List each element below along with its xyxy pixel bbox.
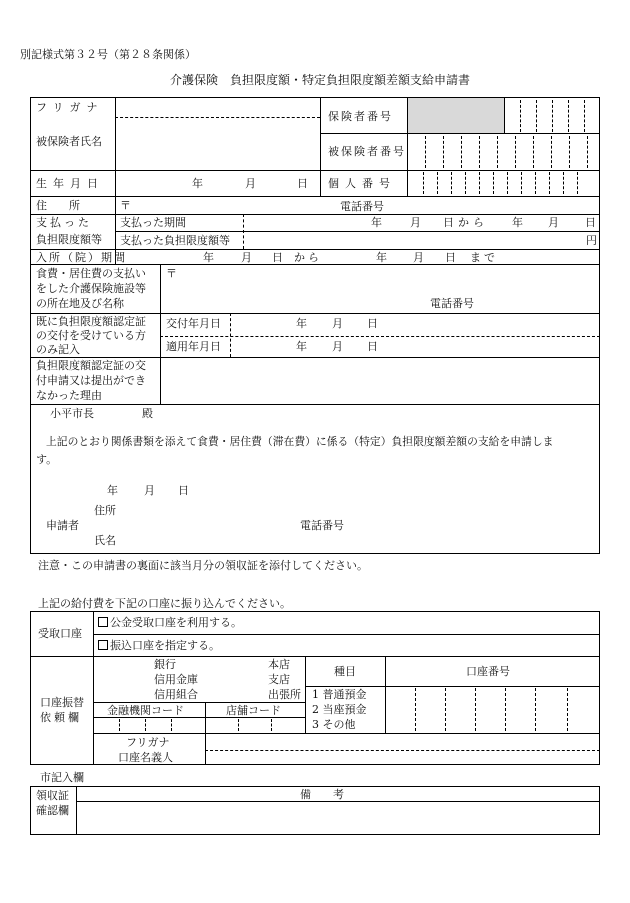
bank-type-bank: 銀行 — [154, 658, 176, 671]
bank-intro: 上記の給付費を下記の口座に振り込んでください。 — [38, 597, 291, 610]
option-specify-label: 振込口座を指定する。 — [110, 639, 220, 652]
account-type-ordinary: 1 普通預金 — [312, 688, 367, 701]
decl-day: 日 — [178, 484, 189, 497]
apply-month: 月 — [332, 340, 343, 353]
paid-period-label: 支払った期間 — [120, 216, 186, 229]
option-specify-account[interactable] — [98, 640, 220, 651]
my-number-label: 個人番号 — [328, 177, 396, 190]
adm-until: まで — [470, 251, 498, 264]
apply-date-label: 適用年月日 — [166, 340, 221, 353]
option-public-label: 公金受取口座を利用する。 — [110, 616, 242, 629]
holder-name-label: 口座名義人 — [118, 751, 173, 764]
cert-label-2: の交付を受けている方 — [36, 329, 146, 342]
account-type-header: 種目 — [334, 665, 356, 678]
transfer-label-1: 口座振替 — [40, 696, 84, 709]
pp-year2: 年 — [512, 216, 523, 229]
cert-label-1: 既に負担限度額認定証 — [36, 315, 146, 328]
admission-period-label: 入所（院）期間 — [36, 251, 127, 264]
holder-furigana-label: フリガナ — [126, 736, 170, 749]
fi-code-label: 金融機関コード — [107, 704, 184, 717]
public-account-checkbox[interactable] — [98, 617, 108, 627]
reason-field[interactable] — [168, 362, 593, 400]
adm-day1: 日 — [272, 251, 283, 264]
address-phone-label: 電話番号 — [340, 200, 384, 213]
insured-name-field[interactable] — [126, 132, 316, 162]
account-number-header: 口座番号 — [466, 665, 510, 678]
pp-day2: 日 — [585, 216, 596, 229]
adm-year1: 年 — [203, 251, 214, 264]
reason-label-2: 付申請又は提出ができ — [36, 374, 146, 387]
issue-month: 月 — [332, 317, 343, 330]
facility-label-3: の所在地及び名称 — [36, 297, 124, 310]
pp-month1: 月 — [410, 216, 421, 229]
insurer-number-label: 保険者番号 — [328, 110, 393, 123]
bank-type-shinkin: 信用金庫 — [154, 673, 198, 686]
dob-month: 月 — [245, 177, 256, 190]
apply-year: 年 — [296, 340, 307, 353]
applicant-phone-label: 電話番号 — [300, 519, 344, 532]
insured-name-label: 被保険者氏名 — [36, 135, 102, 148]
furigana-label: フリガナ — [36, 101, 104, 114]
dob-day: 日 — [297, 177, 308, 190]
remarks-header: 備 考 — [300, 788, 344, 801]
insurer-number-office-use — [408, 98, 504, 133]
honorific: 殿 — [142, 407, 153, 420]
dob-label: 生年月日 — [36, 177, 104, 190]
declaration-statement: 上記のとおり関係書類を添えて食費・居住費（滞在費）に係る（特定）負担限度額差額の支給を申請しま — [46, 435, 554, 448]
insured-number-label: 被保険者番号 — [328, 145, 406, 158]
pp-day-from: 日から — [443, 216, 488, 229]
bank-type-kumiai: 信用組合 — [154, 688, 198, 701]
declaration-statement-end: す。 — [36, 453, 58, 466]
paid-amount-label: 支払った負担限度額等 — [120, 234, 230, 247]
branch-type-office: 出張所 — [268, 688, 301, 701]
adm-day2: 日 — [445, 251, 456, 264]
form-number: 別記様式第３２号（第２８条関係） — [20, 48, 196, 61]
specify-account-checkbox[interactable] — [98, 640, 108, 650]
account-type-other: 3 その他 — [312, 718, 356, 731]
branch-type-main: 本店 — [268, 658, 290, 671]
facility-phone-label: 電話番号 — [430, 297, 474, 310]
facility-label-1: 食費・居住費の支払い — [36, 267, 146, 280]
receipt-notice: 注意・この申請書の裏面に該当月分の領収証を添付してください。 — [38, 559, 368, 572]
furigana-field[interactable] — [126, 110, 316, 128]
reason-label-1: 負担限度額認定証の交 — [36, 359, 146, 372]
dob-year: 年 — [192, 177, 203, 190]
pp-year1: 年 — [371, 216, 382, 229]
address-label: 住 所 — [36, 199, 80, 212]
yen-unit: 円 — [586, 234, 597, 247]
decl-year: 年 — [107, 484, 118, 497]
applicant-address-label: 住所 — [94, 504, 116, 517]
decl-month: 月 — [144, 484, 155, 497]
pp-month2: 月 — [548, 216, 559, 229]
receipt-label-2: 確認欄 — [36, 804, 69, 817]
adm-year2: 年 — [376, 251, 387, 264]
paid-label-line1: 支払った — [36, 216, 92, 229]
facility-label-2: をした介護保険施設等 — [36, 282, 146, 295]
paid-label-line2: 負担限度額等 — [36, 233, 102, 246]
reason-label-3: なかった理由 — [36, 389, 102, 402]
applicant-label: 申請者 — [46, 519, 79, 532]
address-postal: 〒 — [120, 199, 131, 212]
issue-year: 年 — [296, 317, 307, 330]
cert-label-3: のみ記入 — [36, 343, 80, 356]
adm-month1: 月 — [241, 251, 252, 264]
issue-day: 日 — [367, 317, 378, 330]
issue-date-label: 交付年月日 — [166, 317, 221, 330]
adm-month2: 月 — [413, 251, 424, 264]
city-use-section: 市記入欄 — [40, 771, 84, 784]
apply-day: 日 — [367, 340, 378, 353]
branch-code-label: 店舗コード — [226, 704, 281, 717]
applicant-name-label: 氏名 — [94, 534, 116, 547]
facility-postal: 〒 — [166, 267, 177, 280]
option-public-account[interactable] — [98, 617, 242, 628]
addressee: 小平市長 — [50, 407, 94, 420]
receipt-label-1: 領収証 — [36, 789, 69, 802]
transfer-label-2: 依頼欄 — [40, 711, 82, 724]
account-type-checking: 2 当座預金 — [312, 703, 367, 716]
receive-account-label: 受取口座 — [38, 627, 82, 640]
branch-type-branch: 支店 — [268, 673, 290, 686]
form-title: 介護保険 負担限度額・特定負担限度額差額支給申請書 — [170, 73, 471, 87]
adm-from: から — [294, 251, 322, 264]
